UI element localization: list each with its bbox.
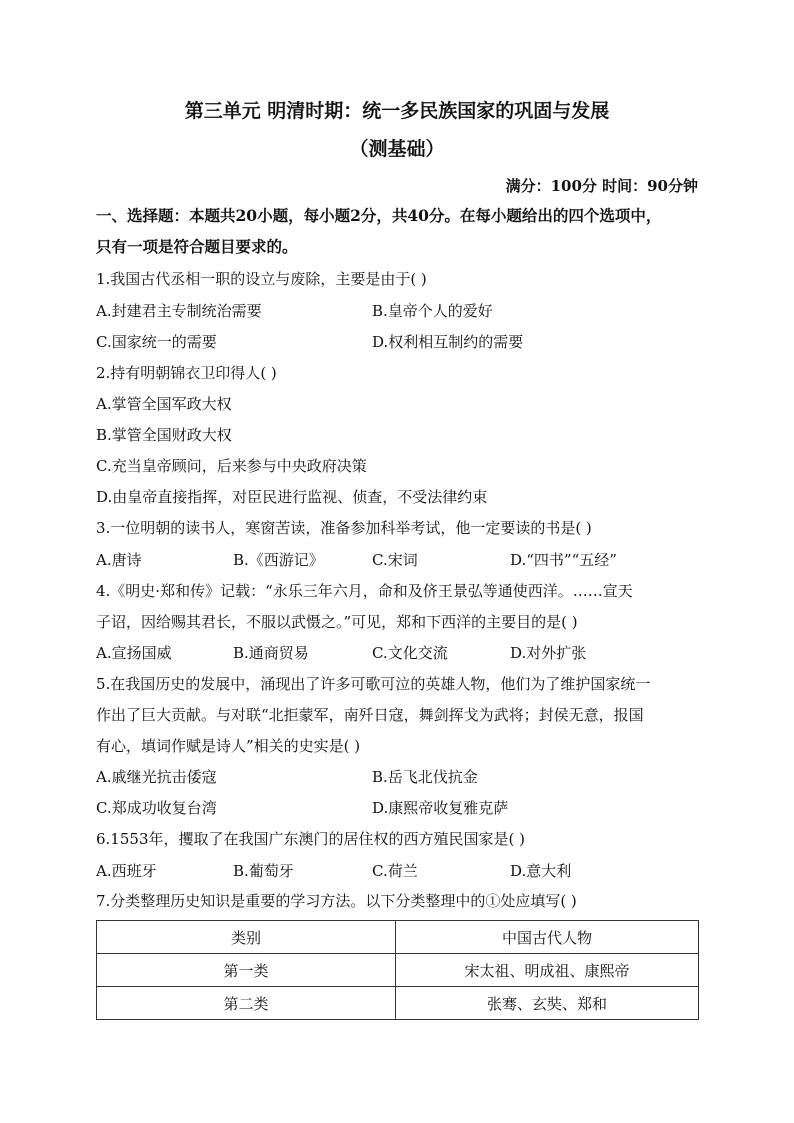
option-c[interactable]: C.郑成功收复台湾 xyxy=(96,799,217,817)
option-b[interactable]: B.通商贸易 xyxy=(233,644,309,662)
score-info: 满分：100分 时间：90分钟 xyxy=(505,177,698,195)
option-b[interactable]: B.皇帝个人的爱好 xyxy=(372,302,493,320)
option-d[interactable]: D.权利相互制约的需要 xyxy=(372,333,524,351)
option-c[interactable]: C.充当皇帝顾问，后来参与中央政府决策 xyxy=(96,457,367,475)
question-stem: 子诏，因给赐其君长，不服以武慑之。”可见，郑和下西洋的主要目的是( ) xyxy=(96,613,578,631)
table-cell: 宋太祖、明成祖、康熙帝 xyxy=(396,954,699,987)
option-a[interactable]: A.戚继光抗击倭寇 xyxy=(96,768,217,786)
page-subtitle: （测基础） xyxy=(349,138,445,160)
option-d[interactable]: D.康熙帝收复雅克萨 xyxy=(372,799,509,817)
question-stem: 1.我国古代丞相一职的设立与废除，主要是由于( ) xyxy=(96,270,427,288)
option-a[interactable]: A.唐诗 xyxy=(96,551,142,569)
option-c[interactable]: C.文化交流 xyxy=(372,644,448,662)
question-stem: 3.一位明朝的读书人，寒窗苦读，准备参加科举考试，他一定要读的书是( ) xyxy=(96,519,592,537)
question-stem: 6.1553年，攫取了在我国广东澳门的居住权的西方殖民国家是( ) xyxy=(96,830,525,848)
table-header-cell: 中国古代人物 xyxy=(396,921,699,954)
section-heading-line: 一、选择题：本题共20小题，每小题2分，共40分。在每小题给出的四个选项中， xyxy=(96,206,662,225)
question-stem: 5.在我国历史的发展中，涌现出了许多可歌可泣的英雄人物，他们为了维护国家统一 xyxy=(96,675,651,693)
option-d[interactable]: D.对外扩张 xyxy=(510,644,587,662)
option-a[interactable]: A.封建君主专制统治需要 xyxy=(96,302,262,320)
question-stem: 有心，填词作赋是诗人”相关的史实是( ) xyxy=(96,737,361,755)
option-a[interactable]: A.掌管全国军政大权 xyxy=(96,395,232,413)
option-d[interactable]: D.意大利 xyxy=(510,862,572,880)
option-c[interactable]: C.宋词 xyxy=(372,551,418,569)
page-title: 第三单元 明清时期：统一多民族国家的巩固与发展 xyxy=(184,100,610,122)
question-stem: 作出了巨大贡献。与对联“北拒蒙军，南歼日寇，舞剑挥戈为武将；封侯无意，报国 xyxy=(96,706,644,724)
option-d[interactable]: D.由皇帝直接指挥，对臣民进行监视、侦查，不受法律约束 xyxy=(96,488,488,506)
table-cell: 张骞、玄奘、郑和 xyxy=(396,987,699,1020)
table-row xyxy=(97,954,699,987)
section-heading xyxy=(96,200,700,262)
option-c[interactable]: C.国家统一的需要 xyxy=(96,333,217,351)
option-b[interactable]: B.《西游记》 xyxy=(233,551,324,569)
table-header-cell: 类别 xyxy=(97,921,396,954)
section-heading-line: 只有一项是符合题目要求的。 xyxy=(96,237,298,256)
question-stem: 4.《明史·郑和传》记载：“永乐三年六月，命和及侪王景弘等通使西洋。……宣天 xyxy=(96,582,633,600)
question-stem: 7.分类整理历史知识是重要的学习方法。以下分类整理中的①处应填写( ) xyxy=(96,892,577,910)
classification-table xyxy=(96,920,699,1020)
table-row xyxy=(97,987,699,1020)
table-cell: 第二类 xyxy=(97,987,396,1020)
option-a[interactable]: A.宣扬国威 xyxy=(96,644,172,662)
table-cell: 第一类 xyxy=(97,954,396,987)
table-header-row xyxy=(97,921,699,954)
option-c[interactable]: C.荷兰 xyxy=(372,862,418,880)
question-stem: 2.持有明朝锦衣卫印得人( ) xyxy=(96,364,277,382)
option-d[interactable]: D.“四书”“五经” xyxy=(510,551,617,569)
option-b[interactable]: B.掌管全国财政大权 xyxy=(96,426,232,444)
option-b[interactable]: B.岳飞北伐抗金 xyxy=(372,768,478,786)
option-a[interactable]: A.西班牙 xyxy=(96,862,157,880)
option-b[interactable]: B.葡萄牙 xyxy=(233,862,294,880)
